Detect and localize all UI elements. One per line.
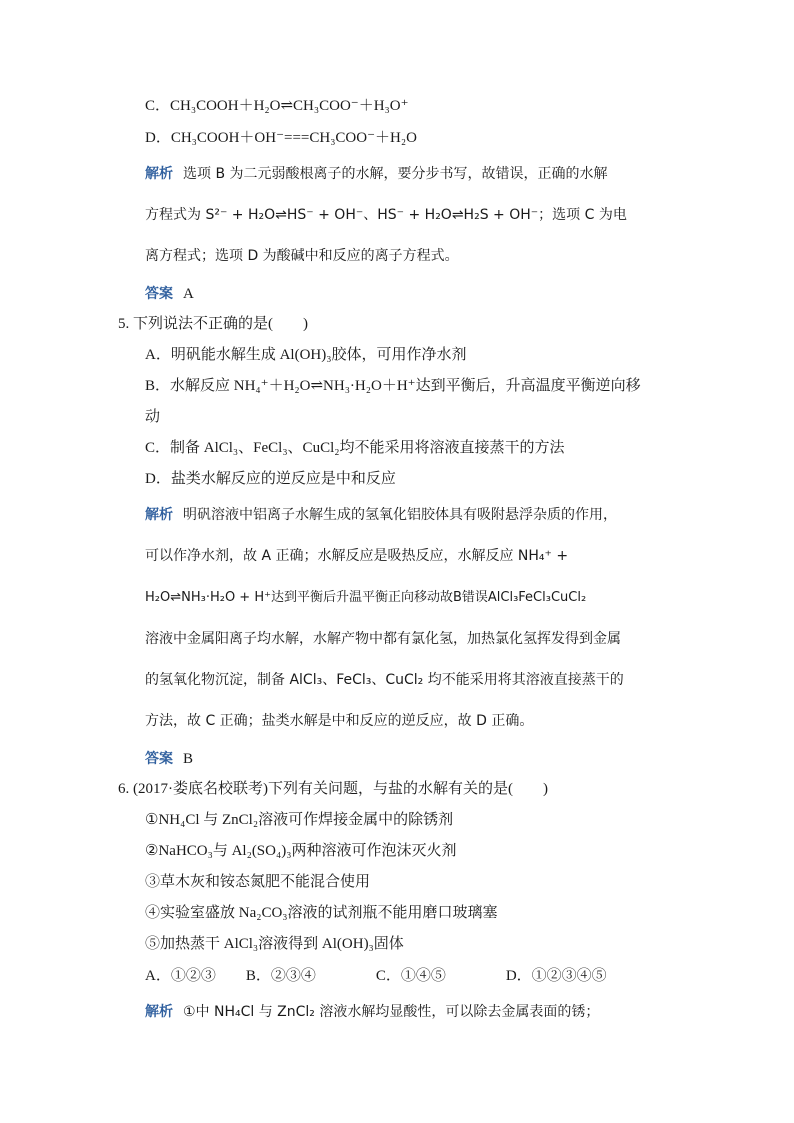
analysis-tag: 解析 bbox=[145, 1004, 173, 1020]
q5-option-b-cont: 动 bbox=[145, 409, 161, 425]
analysis-line: 的氢氧化物沉淀，制备 AlCl₃、FeCl₃、CuCl₂ 均不能采用将其溶液直接蒸干的 bbox=[145, 672, 624, 688]
q5-option-a: A．明矾能水解生成 Al(OH)₃胶体，可用作净水剂 bbox=[145, 347, 467, 363]
analysis-line: 解析 选项 B 为二元弱酸根离子的水解，要分步书写，故错误，正确的水解 bbox=[145, 166, 608, 182]
analysis-line: 可以作净水剂，故 A 正确；水解反应是吸热反应，水解反应 NH₄⁺ + bbox=[145, 548, 569, 564]
q6-item-3: ③草木灰和铵态氮肥不能混合使用 bbox=[145, 874, 371, 890]
question-6: 6. (2017·娄底名校联考)下列有关问题，与盐的水解有关的是( ) bbox=[118, 781, 548, 797]
analysis-line: 解析 明矾溶液中铝离子水解生成的氢氧化铝胶体具有吸附悬浮杂质的作用， bbox=[145, 507, 617, 523]
question-5: 5. 下列说法不正确的是( ) bbox=[118, 316, 308, 332]
answer-line: 答案 B bbox=[145, 751, 194, 767]
analysis-tag: 解析 bbox=[145, 166, 173, 182]
analysis-line: 解析 ①中 NH₄Cl 与 ZnCl₂ 溶液水解均显酸性，可以除去金属表面的锈； bbox=[145, 1004, 600, 1020]
q6-item-1: ①NH₄Cl 与 ZnCl₂溶液可作焊接金属中的除锈剂 bbox=[145, 812, 454, 828]
analysis-tag: 解析 bbox=[145, 507, 173, 523]
q6-item-5: ⑤加热蒸干 AlCl₃溶液得到 Al(OH)₃固体 bbox=[145, 936, 404, 952]
analysis-line: 方程式为 S²⁻ + H₂O⇌HS⁻ + OH⁻、HS⁻ + H₂O⇌H₂S + OH⁻；选项 C 为电 bbox=[145, 207, 627, 223]
q5-option-d: D．盐类水解反应的逆反应是中和反应 bbox=[145, 471, 396, 487]
q6-item-4: ④实验室盛放 Na₂CO₃溶液的试剂瓶不能用磨口玻璃塞 bbox=[145, 905, 498, 921]
q5-option-b: B．水解反应 NH₄⁺＋H₂O⇌NH₃·H₂O＋H⁺达到平衡后，升高温度平衡逆向移 bbox=[145, 378, 641, 394]
option-c: C．CH₃COOH＋H₂O⇌CH₃COO⁻＋H₃O⁺ bbox=[145, 98, 409, 114]
q5-option-c: C．制备 AlCl₃、FeCl₃、CuCl₂均不能采用将溶液直接蒸干的方法 bbox=[145, 440, 565, 456]
analysis-line: H₂O⇌NH₃·H₂O + H⁺达到平衡后升温平衡正向移动故B错误AlCl₃FeCl₃CuCl₂ bbox=[145, 590, 587, 605]
answer-tag: 答案 bbox=[145, 751, 173, 767]
analysis-line: 离方程式；选项 D 为酸碱中和反应的离子方程式。 bbox=[145, 248, 459, 264]
option-d: D．CH₃COOH＋OH⁻===CH₃COO⁻＋H₂O bbox=[145, 130, 417, 146]
analysis-line: 溶液中金属阳离子均水解，水解产物中都有氯化氢，加热氯化氢挥发得到金属 bbox=[145, 631, 621, 647]
q6-item-2: ②NaHCO₃与 Al₂(SO₄)₃两种溶液可作泡沫灭火剂 bbox=[145, 843, 457, 859]
answer-tag: 答案 bbox=[145, 286, 173, 302]
answer-line: 答案 A bbox=[145, 286, 194, 302]
analysis-line: 方法，故 C 正确；盐类水解是中和反应的逆反应，故 D 正确。 bbox=[145, 713, 534, 729]
q6-options: A．①②③ B．②③④ C．①④⑤ D．①②③④⑤ bbox=[145, 968, 607, 984]
